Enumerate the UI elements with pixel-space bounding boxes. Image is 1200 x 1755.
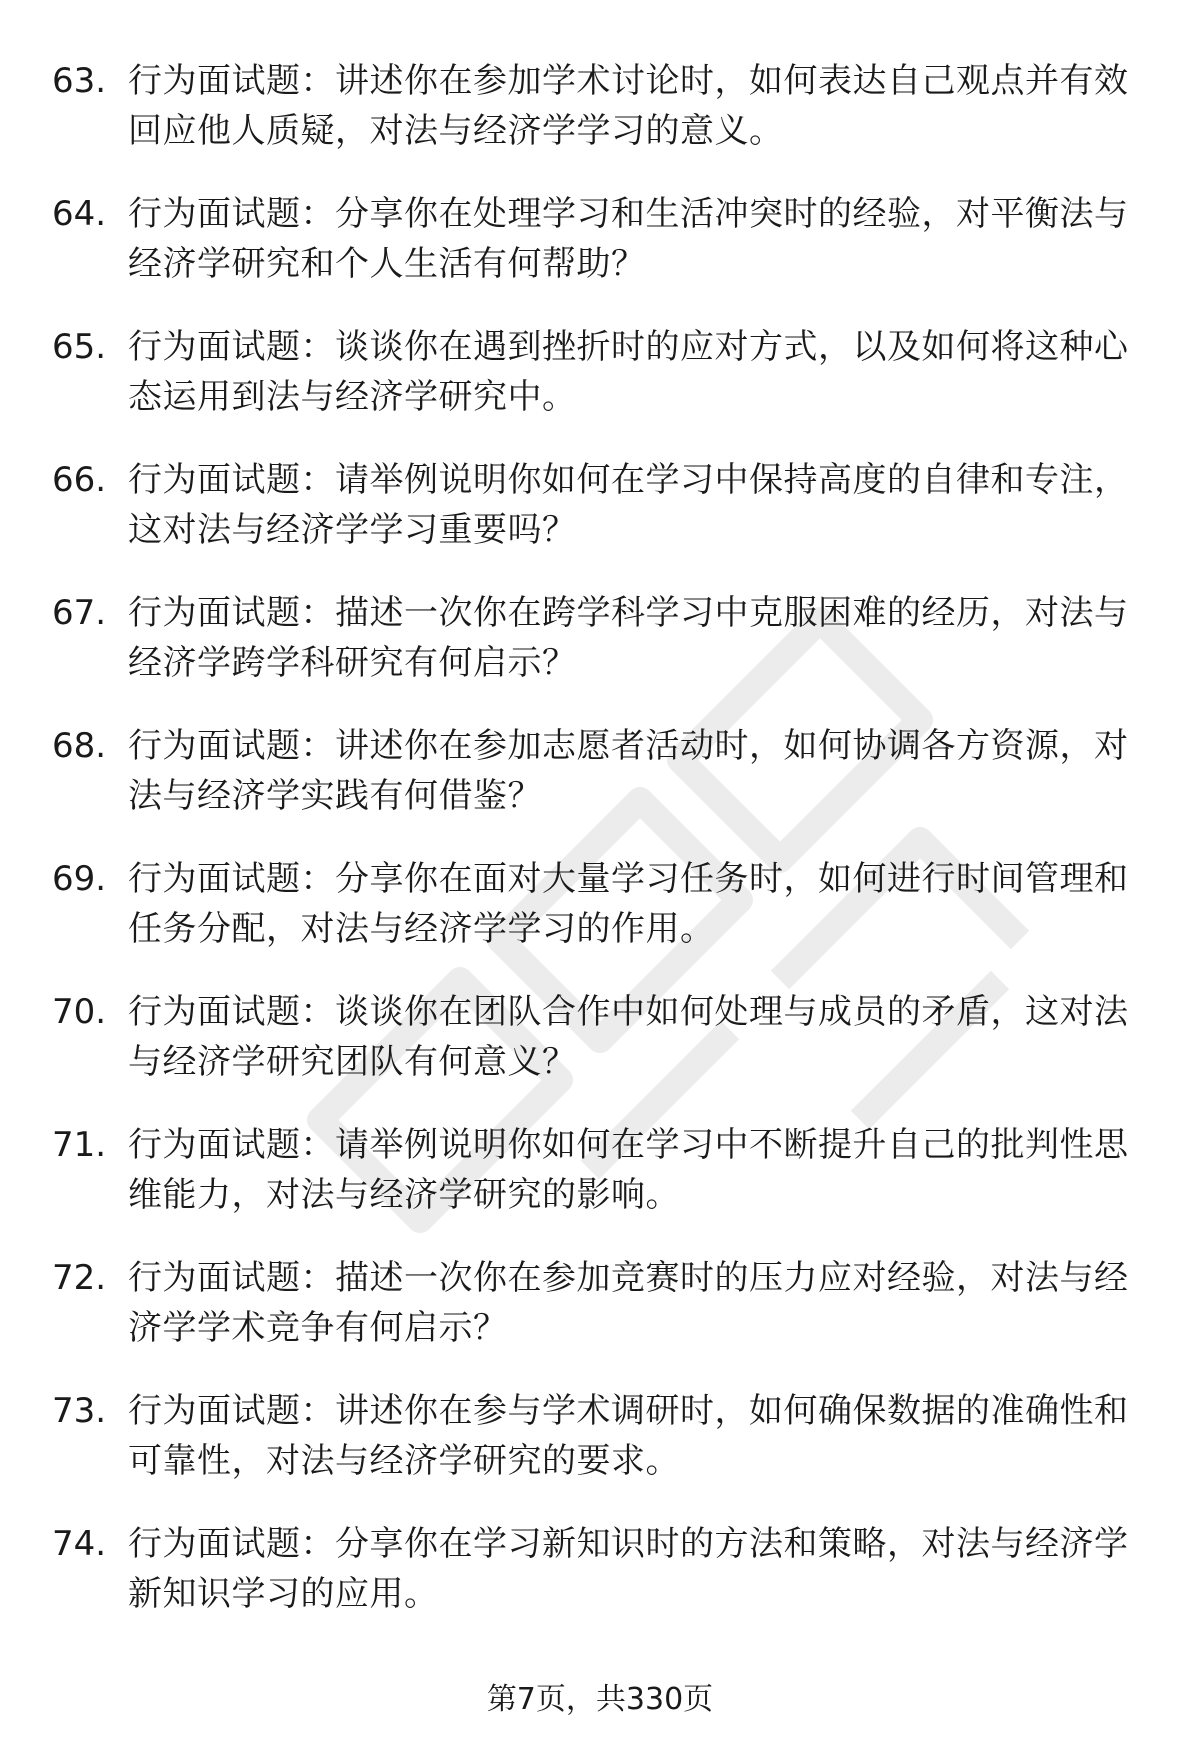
question-text: 行为面试题：谈谈你在遇到挫折时的应对方式，以及如何将这种心态运用到法与经济学研究中。 <box>128 327 1129 417</box>
question-text: 行为面试题：谈谈你在团队合作中如何处理与成员的矛盾，这对法与经济学研究团队有何意义？ <box>128 992 1129 1082</box>
question-item <box>52 1386 1152 1519</box>
question-number: 64. <box>52 194 107 234</box>
question-text: 行为面试题：讲述你在参加志愿者活动时，如何协调各方资源，对法与经济学实践有何借鉴？ <box>128 726 1129 816</box>
question-item <box>52 1253 1152 1386</box>
question-text: 行为面试题：分享你在面对大量学习任务时，如何进行时间管理和任务分配，对法与经济学学习的作用。 <box>128 859 1129 949</box>
question-text: 行为面试题：分享你在处理学习和生活冲突时的经验，对平衡法与经济学研究和个人生活有何帮助？ <box>128 194 1129 284</box>
question-item <box>52 588 1152 721</box>
question-number: 69. <box>52 859 107 899</box>
question-item <box>52 189 1152 322</box>
page-number: 第7页，共330页 <box>486 1682 714 1717</box>
question-list <box>52 56 1152 1652</box>
question-number: 63. <box>52 61 107 101</box>
question-item <box>52 987 1152 1120</box>
question-number: 73. <box>52 1391 107 1431</box>
question-item <box>52 322 1152 455</box>
question-number: 72. <box>52 1258 107 1298</box>
question-text: 行为面试题：描述一次你在跨学科学习中克服困难的经历，对法与经济学跨学科研究有何启示？ <box>128 593 1129 683</box>
question-number: 66. <box>52 460 107 500</box>
question-number: 74. <box>52 1524 107 1564</box>
question-item <box>52 854 1152 987</box>
question-item <box>52 721 1152 854</box>
question-text: 行为面试题：请举例说明你如何在学习中不断提升自己的批判性思维能力，对法与经济学研究的影响。 <box>128 1125 1129 1215</box>
question-number: 68. <box>52 726 107 766</box>
question-item <box>52 56 1152 189</box>
question-text: 行为面试题：请举例说明你如何在学习中保持高度的自律和专注，这对法与经济学学习重要吗？ <box>128 460 1129 550</box>
question-text: 行为面试题：讲述你在参与学术调研时，如何确保数据的准确性和可靠性，对法与经济学研究的要求。 <box>128 1391 1129 1481</box>
question-item <box>52 1519 1152 1652</box>
question-number: 70. <box>52 992 107 1032</box>
question-text: 行为面试题：讲述你在参加学术讨论时，如何表达自己观点并有效回应他人质疑，对法与经济学学习的意义。 <box>128 61 1129 151</box>
question-number: 67. <box>52 593 107 633</box>
question-text: 行为面试题：分享你在学习新知识时的方法和策略，对法与经济学新知识学习的应用。 <box>128 1524 1129 1614</box>
question-text: 行为面试题：描述一次你在参加竞赛时的压力应对经验，对法与经济学学术竞争有何启示？ <box>128 1258 1129 1348</box>
question-item <box>52 455 1152 588</box>
question-item <box>52 1120 1152 1253</box>
question-number: 71. <box>52 1125 107 1165</box>
question-number: 65. <box>52 327 107 367</box>
